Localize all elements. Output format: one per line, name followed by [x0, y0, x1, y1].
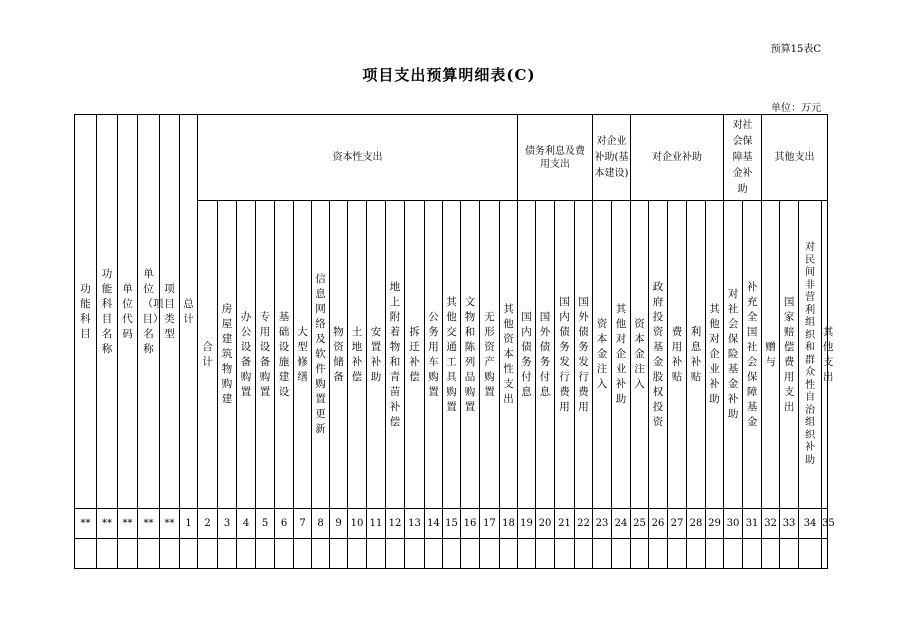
column-number-cell: 5: [256, 509, 275, 539]
column-number-cell: 18: [500, 509, 518, 539]
capital-col-header-6: 大型修缮: [294, 201, 312, 509]
data-cell: [330, 539, 348, 569]
page-title: 项目支出预算明细表(C): [362, 66, 536, 84]
group-enterprise-basic: 对企业补助(基本建设): [593, 115, 631, 201]
debt-col-header-3: 国内债务发行费用: [555, 201, 575, 509]
capital-col-header-1: 合计: [198, 201, 218, 509]
column-number-cell: 21: [555, 509, 575, 539]
data-cell: [780, 539, 799, 569]
data-cell: [631, 539, 649, 569]
header-unit-code: 单位代码: [118, 115, 138, 509]
group-capital-expenditure: 资本性支出: [198, 115, 518, 201]
column-number-cell: 16: [461, 509, 480, 539]
header-unit-project-name: 单位（项目）名称: [138, 115, 160, 509]
form-number: 预算15表C: [770, 44, 821, 55]
debt-col-header-2: 国外债务付息: [536, 201, 555, 509]
column-number-cell: **: [118, 509, 138, 539]
data-cell: [536, 539, 555, 569]
column-number-cell: 7: [294, 509, 312, 539]
capital-col-header-16: 无形资产购置: [480, 201, 500, 509]
column-number-cell: 20: [536, 509, 555, 539]
budget-table: [74, 114, 835, 569]
column-number-cell: 12: [386, 509, 405, 539]
data-cell: [118, 539, 138, 569]
data-cell: [386, 539, 405, 569]
capital-col-header-17: 其他资本性支出: [500, 201, 518, 509]
group-social-security: 对社会保障基金补助: [724, 115, 762, 201]
capital-col-header-11: 地上附着物和青苗补偿: [386, 201, 405, 509]
column-number-cell: 6: [275, 509, 294, 539]
capital-col-header-3: 办公设备购置: [237, 201, 256, 509]
column-number-cell: 23: [593, 509, 612, 539]
column-number-cell: 22: [575, 509, 593, 539]
group-debt-interest: 债务利息及费用支出: [518, 115, 593, 201]
column-number-cell: 31: [743, 509, 762, 539]
column-number-cell: 2: [198, 509, 218, 539]
column-number-cell: 28: [687, 509, 706, 539]
column-number-cell: 4: [237, 509, 256, 539]
column-number-cell: **: [75, 509, 97, 539]
debt-col-header-4: 国外债务发行费用: [575, 201, 593, 509]
capital-col-header-15: 文物和陈列品购置: [461, 201, 480, 509]
group-enterprise-subsidy: 对企业补助: [631, 115, 724, 201]
column-number-cell: 17: [480, 509, 500, 539]
data-cell: [518, 539, 536, 569]
data-cell: [649, 539, 668, 569]
data-cell: [687, 539, 706, 569]
column-number-cell: 30: [724, 509, 743, 539]
data-cell: [593, 539, 612, 569]
column-number-cell: 33: [780, 509, 799, 539]
other-col-header-2: 国家赔偿费用支出: [780, 201, 799, 509]
other-col-header-4: 其他支出: [822, 201, 828, 509]
data-cell: [405, 539, 425, 569]
column-number-cell: 35: [822, 509, 828, 539]
capital-col-header-10: 安置补助: [367, 201, 386, 509]
data-cell: [461, 539, 480, 569]
capital-col-header-9: 土地补偿: [348, 201, 367, 509]
enterprise-col-header-2: 政府投资基金股权投资: [649, 201, 668, 509]
column-number-cell: 10: [348, 509, 367, 539]
data-cell: [348, 539, 367, 569]
header-functional-subject: 功能科目: [75, 115, 97, 509]
other-col-header-1: 赠与: [762, 201, 780, 509]
data-cell: [612, 539, 631, 569]
data-cell: [312, 539, 330, 569]
debt-col-header-1: 国内债务付息: [518, 201, 536, 509]
column-number-cell: 27: [668, 509, 687, 539]
data-cell: [480, 539, 500, 569]
data-cell: [256, 539, 275, 569]
enterprise-col-header-3: 费用补贴: [668, 201, 687, 509]
capital-col-header-2: 房屋建筑物购建: [218, 201, 237, 509]
data-cell: [294, 539, 312, 569]
column-number-cell: 19: [518, 509, 536, 539]
data-cell: [97, 539, 118, 569]
enterprise-basic-col-header-2: 其他对企业补助: [612, 201, 631, 509]
header-project-type: 项目类型: [160, 115, 180, 509]
column-number-cell: 32: [762, 509, 780, 539]
data-cell: [743, 539, 762, 569]
data-cell: [443, 539, 461, 569]
data-cell: [555, 539, 575, 569]
column-number-cell: 25: [631, 509, 649, 539]
data-cell: [198, 539, 218, 569]
social-col-header-2: 补充全国社会保障基金: [743, 201, 762, 509]
unit-label: 单位：万元: [771, 103, 821, 114]
data-cell: [218, 539, 237, 569]
header-functional-subject-name: 功能科目名称: [97, 115, 118, 509]
capital-col-header-12: 拆迁补偿: [405, 201, 425, 509]
capital-col-header-4: 专用设备购置: [256, 201, 275, 509]
data-cell: [138, 539, 160, 569]
data-cell: [668, 539, 687, 569]
data-cell: [237, 539, 256, 569]
data-cell: [75, 539, 97, 569]
enterprise-col-header-5: 其他对企业补助: [706, 201, 724, 509]
column-number-cell: 34: [799, 509, 822, 539]
group-other-expenditure: 其他支出: [762, 115, 828, 201]
data-cell: [706, 539, 724, 569]
data-cell: [180, 539, 198, 569]
column-number-cell: **: [97, 509, 118, 539]
enterprise-col-header-1: 资本金注入: [631, 201, 649, 509]
capital-col-header-14: 其他交通工具购置: [443, 201, 461, 509]
column-number-cell: 3: [218, 509, 237, 539]
data-cell: [500, 539, 518, 569]
capital-col-header-5: 基础设施建设: [275, 201, 294, 509]
column-number-cell: 15: [443, 509, 461, 539]
capital-col-header-7: 信息网络及软件购置更新: [312, 201, 330, 509]
other-col-header-3: 对民间非营利组织和群众性自治组织补助: [799, 201, 822, 509]
social-col-header-1: 对社会保险基金补助: [724, 201, 743, 509]
column-number-cell: 1: [180, 509, 198, 539]
data-cell: [799, 539, 822, 569]
capital-col-header-8: 物资储备: [330, 201, 348, 509]
data-cell: [575, 539, 593, 569]
column-number-cell: 14: [425, 509, 443, 539]
enterprise-col-header-4: 利息补贴: [687, 201, 706, 509]
data-cell: [425, 539, 443, 569]
column-number-cell: 11: [367, 509, 386, 539]
column-number-cell: **: [160, 509, 180, 539]
column-number-cell: 13: [405, 509, 425, 539]
column-number-cell: **: [138, 509, 160, 539]
column-number-cell: 24: [612, 509, 631, 539]
column-number-cell: 29: [706, 509, 724, 539]
enterprise-basic-col-header-1: 资本金注入: [593, 201, 612, 509]
data-cell: [367, 539, 386, 569]
data-cell: [724, 539, 743, 569]
header-grand-total: 总计: [180, 115, 198, 509]
capital-col-header-13: 公务用车购置: [425, 201, 443, 509]
column-number-cell: 8: [312, 509, 330, 539]
data-cell: [822, 539, 828, 569]
column-number-cell: 9: [330, 509, 348, 539]
data-cell: [762, 539, 780, 569]
data-cell: [160, 539, 180, 569]
column-number-cell: 26: [649, 509, 668, 539]
data-cell: [275, 539, 294, 569]
